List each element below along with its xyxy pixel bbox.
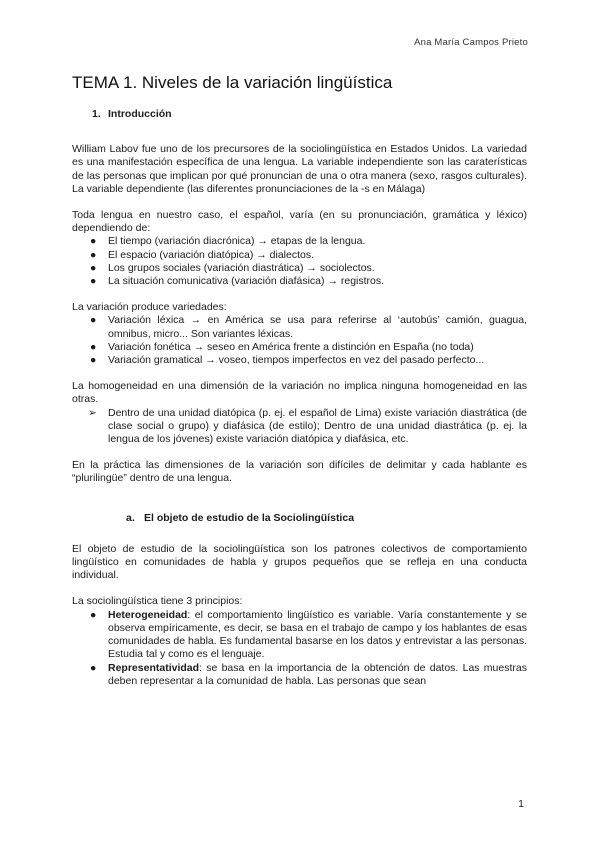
paragraph-labov: William Labov fue uno de los precursores de la sociolingüística en Estados Unidos. La variedad es una manifestación específica de una lengua. La variable independiente son las caraterísticas de las personas que implican por qué pronuncian de una o otra manera (sexo, rasgos culturales). La variable dependiente (las diferentes pronunciaciones de la -s en Málaga): [72, 143, 527, 195]
list-item: ● El tiempo (variación diacrónica) → etapas de la lengua.: [90, 235, 366, 248]
list-principles: [72, 609, 527, 688]
paragraph-plurilingue: En la práctica las dimensiones de la variación son difíciles de delimitar y cada hablante es “plurilingüe” dentro de una lengua.: [72, 459, 527, 485]
list-item: ● Variación fonética → seseo en América frente a distinción en España (no toda): [90, 340, 474, 353]
header-author: Ana María Campos Prieto: [414, 37, 528, 48]
bullet-icon: ●: [90, 261, 97, 274]
list-arrow: [72, 407, 527, 447]
paragraph-objeto-estudio: El objeto de estudio de la sociolingüística son los patrones colectivos de comportamiento lingüístico en comunidades de habla y grupos pequeños que se refleja en una conducta individual.: [72, 542, 527, 582]
section-number: a.: [126, 511, 135, 524]
bullet-icon: ●: [90, 340, 97, 353]
bullet-icon: ●: [90, 354, 97, 367]
paragraph-variacion-intro: Toda lengua en nuestro caso, el español, varía (en su pronunciación, gramática y léxico) dependiendo de:: [72, 209, 527, 235]
list-item: ● Los grupos sociales (variación diastrática) → sociolectos.: [90, 261, 375, 274]
section-number: 1.: [92, 108, 101, 120]
list-varieties: [72, 314, 527, 367]
document-body: [72, 108, 527, 701]
page-title: TEMA 1. Niveles de la variación lingüística: [72, 73, 393, 92]
list-item: ● Variación gramatical → voseo, tiempos imperfectos en vez del pasado perfecto...: [90, 354, 485, 367]
bullet-icon: ●: [90, 248, 97, 261]
page-number: 1: [518, 798, 524, 810]
list-item: ● La situación comunicativa (variación diafásica) → registros.: [90, 275, 385, 288]
list-item: ● El espacio (variación diatópica) → dialectos.: [90, 248, 315, 261]
bullet-icon: ●: [90, 661, 97, 674]
paragraph-principios: La sociolingüística tiene 3 principios:: [72, 595, 243, 608]
bullet-icon: ●: [90, 275, 97, 288]
paragraph-homogeneidad: La homogeneidad en una dimensión de la variación no implica ninguna homogeneidad en las otras.: [72, 380, 527, 406]
arrow-bullet-icon: ➢: [88, 406, 97, 419]
paragraph-variedades-intro: La variación produce variedades:: [72, 301, 227, 314]
list-item: ● Variación léxica → en América se usa para referirse al ‘autobús’ camión, guagua, omnibus, micro... Son variantes léxicas.: [90, 314, 527, 340]
section-heading-introduccion: [92, 108, 527, 121]
list-item: ● Heterogeneidad: el comportamiento lingüístico es variable. Varía constantemente y se observa empíricamente, es decir, se basa en el trabajo de campo y los hablantes de esas comunidades de habla. Es fundamental basarse en los datos y entrevistar a las personas. Estudia tal y como es el lenguaje.: [90, 608, 527, 661]
list-dependencies: [72, 235, 527, 288]
bullet-icon: ●: [90, 314, 97, 327]
bullet-icon: ●: [90, 608, 97, 621]
list-item: ● Representatividad: se basa en la importancia de la obtención de datos. Las muestras deben representar a la comunidad de habla. Las personas que sean: [90, 661, 527, 687]
section-title: El objeto de estudio de la Sociolingüística: [144, 511, 355, 524]
principle-term: Representatividad: [108, 661, 200, 674]
list-item: ➢ Dentro de una unidad diatópica (p. ej. el español de Lima) existe variación diastrática (de clase social o grupo) y diafásica (de estilo); Dentro de una unidad diastrática (p. ej. la lengua de los jóvenes) existe variación diatópica y diafásica, etc.: [88, 406, 527, 446]
section-heading-objeto-estudio: [126, 512, 527, 525]
bullet-icon: ●: [90, 235, 97, 248]
section-title: Introducción: [108, 108, 172, 120]
principle-term: Heterogeneidad: [108, 608, 188, 621]
